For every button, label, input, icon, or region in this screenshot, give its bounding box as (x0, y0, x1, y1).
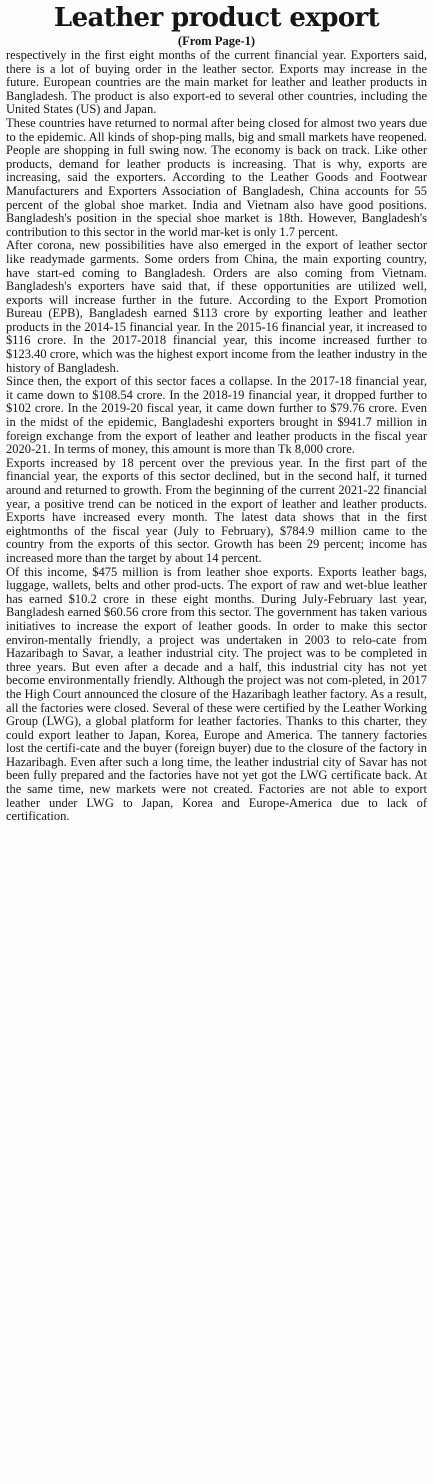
article-paragraph: Exports increased by 18 percent over the previous year. In the first part of the financial year, the exports of this sector declined, but in the second half, it turned around and returned to growth. From the beginning of the current 2021-22 financial year, a positive trend can be noticed in the export of leather and leather products. Exports have increased every month. The latest data shows that in the first eightmonths of the fiscal year (July to February), $784.9 million came to the country from the exports of this sector. Growth has been 29 percent; income has increased more than the target by about 14 percent. (6, 455, 427, 565)
article-paragraph: After corona, new possibilities have also emerged in the export of leather sector like readymade garments. Some orders from China, the main exporting country, have start-ed coming to Bangladesh. Orders are also coming from Vietnam. Bangladesh's exporters have said that, if these opportunities are utilized well, exports will increase further in the future. According to the Export Promotion Bureau (EPB), Bangladesh earned $113 crore by exporting leather and leather products in the 2014-15 financial year. In the 2015-16 financial year, it increased to $116 crore. In the 2017-2018 financial year, this income increased further to $123.40 crore, which was the highest export income from the leather industry in the history of Bangladesh. (6, 238, 427, 375)
article-paragraph: Since then, the export of this sector faces a collapse. In the 2017-18 financial year, it came down to $108.54 crore. In the 2018-19 financial year, it dropped further to $102 crore. In the 2019-20 fiscal year, it came down further to $79.76 crore. Even in the midst of the epidemic, Bangladeshi exporters brought in $941.7 million in foreign exchange from the export of leather and leather products in the fiscal year 2020-21. In terms of money, this amount is more than Tk 8,000 crore. (6, 374, 427, 457)
article-paragraph: respectively in the first eight months of the current financial year. Exporters said, there is a lot of buying order in the leather sector. Exports may increase in the future. European countries are the main market for leather and leather products in Bangladesh. The product is also export-ed to several other countries, including the United States (US) and Japan. (6, 48, 427, 117)
continuation-reference: (From Page-1) (177, 34, 256, 48)
article-body (6, 49, 427, 824)
article-paragraph: These countries have returned to normal after being closed for almost two years due to the epidemic. All kinds of shop-ping malls, big and small markets have reopened. People are shopping in full swing now. The economy is back on track. Like other products, demand for leather products is increasing. That is why, exports are increasing, said the exporters. According to the Leather Goods and Footwear Manufacturers and Exporters Association of Bangladesh, China accounts for 55 percent of the global shoe market. India and Vietnam also have good positions. Bangladesh's position in the special shoe market is 18th. However, Bangladesh's contribution to this sector in the world mar-ket is only 1.7 percent. (6, 115, 427, 239)
article-paragraph: Of this income, $475 million is from leather shoe exports. Exports leather bags, luggage, wallets, belts and other prod-ucts. The export of raw and wet-blue leather has earned $10.2 crore in these eight months. During July-February last year, Bangladesh earned $60.56 crore from this sector. The government has taken various initiatives to increase the export of leather goods. In order to make this sector environ-mentally friendly, a project was undertaken in 2003 to relo-cate from Hazaribagh to Savar, a leather industrial city. The project was to be completed in three years. But even after a decade and a half, this industrial city has not yet become environmentally friendly. Although the project was not com-pleted, in 2017 the High Court announced the closure of the Hazaribagh leather factory. As a result, all the factories were closed. Several of these were certified by the Leather Working Group (LWG), a global platform for leather factories. Thanks to this charter, they could export leather to Japan, Korea, Europe and America. The tannery factories lost the certifi-cate and the buyer (foreign buyer) due to the closure of the factory in Hazaribagh. Even after such a long time, the leather industrial city of Savar has not been fully prepared and the factories have not yet got the LWG certificate back. At the same time, new markets were not created. Factories are not able to export leather under LWG to Japan, Korea and Europe-America due to lack of certification. (6, 564, 427, 824)
article-headline: Leather product export (53, 3, 380, 33)
